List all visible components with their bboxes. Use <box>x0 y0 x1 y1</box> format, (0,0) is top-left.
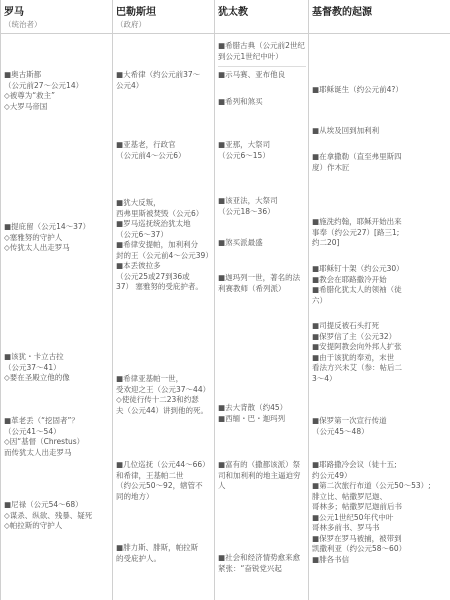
column-header-judaism <box>215 0 308 34</box>
entry-line: ■希腊化犹太人的领袖（徒 <box>312 285 402 294</box>
column-title: 犹太教 <box>218 7 248 18</box>
entry-christianity <box>312 126 448 137</box>
entry-line: 公元4） <box>116 80 144 90</box>
entry-line: ■尼禄（公元54～68） <box>4 500 83 509</box>
entry-line: ■教会在耶路撒冷开始 <box>312 274 387 284</box>
entry-line: 同的地方） <box>116 491 154 501</box>
entry-rome <box>4 416 110 458</box>
entry-judaism <box>218 553 306 574</box>
entry-line: 的受庇护人。 <box>116 553 161 563</box>
entry-line: 六） <box>312 295 327 305</box>
entry-line: ■耶稣钉十架（约公元30） <box>312 264 404 273</box>
entry-line: 司和加利利的地主逼迫穷 <box>218 470 301 480</box>
entry-line: ■革老丢（“挖固者”？ <box>4 416 79 425</box>
entry-line: ■施洗约翰，耶稣开始出来 <box>312 217 402 226</box>
entry-line: 封的王（公元前4～公元39） <box>116 250 213 260</box>
entry-judaism <box>218 97 306 108</box>
column-subtitle: （政府） <box>116 20 146 29</box>
entry-line: ■提庇留（公元14～37） <box>4 222 91 231</box>
entry-line: （公元37～41） <box>4 362 61 372</box>
entry-line: 度）作木匠 <box>312 162 350 172</box>
entry-line: ■迦玛列一世，著名的法 <box>218 273 301 282</box>
entry-line: （公元前27～公元14） <box>4 80 84 90</box>
entry-line: 受欢迎之王（公元37～44） <box>116 384 211 394</box>
entry-line: （公元45～48） <box>312 426 369 436</box>
entry-judaism <box>218 238 306 249</box>
entry-line: 约二20] <box>312 238 340 247</box>
entry-palestine <box>116 198 212 293</box>
entry-line: 夫（公元44）讲到他的死。 <box>116 405 209 415</box>
entry-line: ■几位巡抚（公元44～66） <box>116 460 210 469</box>
entry-line: （公元41～54） <box>4 426 61 436</box>
entry-palestine <box>116 140 212 161</box>
entry-line: ◇帕拉斯的守护人 <box>4 521 63 530</box>
entry-judaism <box>218 41 306 62</box>
entry-rome <box>4 352 110 384</box>
entry-christianity <box>312 152 448 173</box>
entry-line: ■亚那，大祭司 <box>218 140 271 149</box>
entry-palestine <box>116 70 212 91</box>
entry-rome <box>4 70 110 112</box>
entry-line: ■西缅・巴・迦玛列 <box>218 413 286 423</box>
entry-line: ■示马赛、亚布他良 <box>218 70 286 79</box>
entry-line: ■希律亚基帕一世， <box>116 374 184 383</box>
entry-line: ■在拿撒勒（直至弗里斯四 <box>312 152 402 161</box>
column-judaism <box>214 0 308 600</box>
entry-line: （公元6～15） <box>218 150 270 160</box>
entry-christianity <box>312 321 448 384</box>
entry-judaism <box>218 66 306 81</box>
entry-line: ■本丢彼拉多 <box>116 261 161 270</box>
entry-line: 西弗里斯被焚毁（公元6） <box>116 208 204 218</box>
entry-judaism <box>218 140 306 161</box>
entry-line: ■耶路撒冷会议（徒十五; <box>312 460 397 469</box>
entry-line: ■由于该犹的奉劝，末世 <box>312 352 395 362</box>
entry-line: （公元前4～公元6） <box>116 150 186 160</box>
entry-line: ■富有的（撒都该派）祭 <box>218 460 301 469</box>
entry-line: ■去大背散（约45） <box>218 403 288 412</box>
entry-line: 人 <box>218 481 226 490</box>
entry-line: 紧张：“奋锐党兴起 <box>218 563 282 573</box>
entry-line: 和希律，王基帕二世 <box>116 470 184 480</box>
column-title: 罗马 <box>4 7 24 18</box>
entry-rome <box>4 222 110 254</box>
entry-line: ■罗马巡抚统治犹太地 <box>116 219 191 228</box>
entry-christianity <box>312 264 448 306</box>
entry-line: ■腓各书信 <box>312 554 350 564</box>
entry-line: ◇谋杀、纵欲、残暴、疑死 <box>4 510 93 520</box>
entry-line: 哥林多；帖撒罗尼迦前后书 <box>312 502 402 511</box>
entry-line: 哥林多前书、罗马书 <box>312 523 380 532</box>
entry-line: ■从埃及回到加利利 <box>312 126 380 135</box>
entry-line: ◇因“基督（Chrestus） <box>4 437 85 446</box>
entry-line: （约公元50～92，辖管不 <box>116 481 203 490</box>
entry-christianity <box>312 85 448 96</box>
entry-line: ■该犹・卡立古拉 <box>4 352 64 361</box>
entry-line: ◇传犹太人出走罗马 <box>4 243 70 252</box>
entry-line: 利赛教师（希列派） <box>218 283 286 293</box>
entry-christianity <box>312 217 448 249</box>
entry-line: ■该亚法，大祭司 <box>218 196 278 205</box>
entry-christianity <box>312 460 448 565</box>
entry-line: ■保罗第一次宣行传道 <box>312 416 387 425</box>
entry-rome <box>4 500 110 532</box>
entry-line: ■耶稣诞生（约公元前4?） <box>312 85 403 94</box>
column-christianity <box>308 0 450 600</box>
column-palestine <box>112 0 214 600</box>
entry-line: ◇大罗马帝国 <box>4 101 48 111</box>
entry-line: ■希腊古典（公元前2世纪 <box>218 41 305 50</box>
entry-line: ◇使徒行传十二23和约瑟 <box>116 395 199 404</box>
entry-line: 腓立比、帖撒罗尼迦、 <box>312 491 387 501</box>
entry-line: 看法方兴未艾（参：帖后二 <box>312 363 402 372</box>
column-title: 巴勒斯坦 <box>116 7 156 18</box>
entry-palestine <box>116 460 212 502</box>
entry-line: ■腓力斯、腓斯，帕拉斯 <box>116 543 199 552</box>
entry-palestine <box>116 543 212 564</box>
entry-judaism <box>218 273 306 294</box>
entry-christianity <box>312 416 448 437</box>
entry-line: ■煞买派最盛 <box>218 238 263 247</box>
entry-line: ■希列和煞买 <box>218 97 263 106</box>
entry-line: ◇被尊为“救主” <box>4 91 56 100</box>
entry-line: ■保罗信了主（公元32） <box>312 331 397 341</box>
entry-line: 到公元1世纪中叶） <box>218 51 283 61</box>
entry-line: （公元18～36） <box>218 206 275 216</box>
entry-line: （公元25或27到36或 <box>116 271 190 281</box>
entry-line: 约公元49） <box>312 470 352 480</box>
entry-line: 37） 塞雅努的受庇护者。 <box>116 282 203 291</box>
entry-line: （公元6～37） <box>116 229 168 239</box>
entry-judaism <box>218 403 306 424</box>
column-header-rome <box>1 0 112 34</box>
entry-line: 3～4） <box>312 373 337 383</box>
entry-judaism <box>218 196 306 217</box>
entry-line: ■奥古斯都 <box>4 70 42 79</box>
column-header-palestine <box>113 0 214 34</box>
entry-line: ■希律安提帕，加利利分 <box>116 240 199 249</box>
column-rome <box>0 0 112 600</box>
entry-line: ■第二次旅行布道（公元50～53）; <box>312 481 431 490</box>
entry-line: ■公元1世纪50年代中叶 <box>312 512 394 522</box>
entry-line: ■社会和经济情势愈来愈 <box>218 553 301 562</box>
column-title: 基督教的起源 <box>312 7 372 18</box>
entry-line: ◇要在圣殿立他的像 <box>4 373 70 382</box>
entry-line: ■安提阿教会向外邦人扩张 <box>312 342 402 351</box>
entry-line: ■亚基老，行政官 <box>116 140 176 149</box>
entry-palestine <box>116 374 212 416</box>
entry-line: ■犹大反叛， <box>116 198 161 207</box>
column-subtitle: （统治者） <box>4 20 42 29</box>
column-header-christianity <box>309 0 450 34</box>
entry-judaism <box>218 460 306 492</box>
entry-line: ◇塞雅努的守护人 <box>4 232 63 242</box>
entry-line: 而传犹太人出走罗马 <box>4 447 72 457</box>
entry-line: 凯撒利亚（约公元58～60） <box>312 544 407 553</box>
entry-line: ■大希律（约公元前37～ <box>116 70 201 79</box>
entry-line: 事奉（约公元27）[路三1; <box>312 227 400 237</box>
entry-line: ■司提反被石头打死 <box>312 321 380 330</box>
entry-line: ■保罗在罗马被捕，被带到 <box>312 533 402 543</box>
